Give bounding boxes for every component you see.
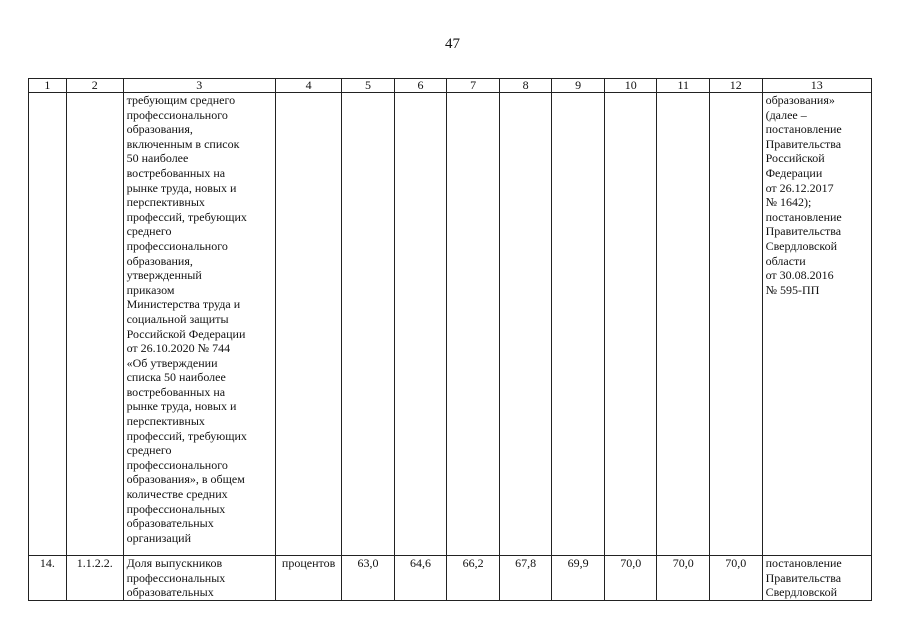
column-header: 4 [275, 79, 341, 93]
value-cell: 69,9 [552, 556, 605, 601]
value-cell [394, 93, 447, 556]
column-header: 7 [447, 79, 500, 93]
column-header: 1 [29, 79, 67, 93]
value-cell [604, 93, 657, 556]
code-cell [66, 93, 123, 556]
indicator-name-cell: требующим среднего профессионального образования, включенным в список 50 наиболее востребованных на рынке труда, новых и перспективных профессий, требующих среднего профессионального образования, утвержденный приказом Министерства труда и социальной защиты Российской Федерации от 26.10.2020 № 744 «Об утверждении списка 50 наиболее востребованных на рынке труда, новых и перспективных профессий, требующих среднего профессионального образования», в общем количестве средних профессиональных образовательных организаций [123, 93, 275, 556]
column-header: 9 [552, 79, 605, 93]
unit-cell [275, 93, 341, 556]
value-cell [552, 93, 605, 556]
column-header: 3 [123, 79, 275, 93]
value-cell [657, 93, 710, 556]
column-header: 13 [762, 79, 871, 93]
indicator-name-cell: Доля выпускников профессиональных образовательных [123, 556, 275, 601]
value-cell [499, 93, 552, 556]
indicators-table [28, 78, 872, 601]
value-cell: 70,0 [710, 556, 763, 601]
value-cell [710, 93, 763, 556]
column-number-row [29, 79, 872, 93]
column-header: 8 [499, 79, 552, 93]
row-number-cell: 14. [29, 556, 67, 601]
column-header: 10 [604, 79, 657, 93]
value-cell: 64,6 [394, 556, 447, 601]
column-header: 12 [710, 79, 763, 93]
row-number-cell [29, 93, 67, 556]
value-cell [447, 93, 500, 556]
value-cell: 66,2 [447, 556, 500, 601]
legal-basis-cell: образования» (далее – постановление Правительства Российской Федерации от 26.12.2017 № 1642); постановление Правительства Свердловской области от 30.08.2016 № 595-ПП [762, 93, 871, 556]
legal-basis-cell: постановление Правительства Свердловской [762, 556, 871, 601]
column-header: 11 [657, 79, 710, 93]
value-cell [342, 93, 395, 556]
table-row [29, 93, 872, 556]
code-cell: 1.1.2.2. [66, 556, 123, 601]
value-cell: 63,0 [342, 556, 395, 601]
table-row [29, 556, 872, 601]
column-header: 6 [394, 79, 447, 93]
value-cell: 67,8 [499, 556, 552, 601]
unit-cell: процентов [275, 556, 341, 601]
value-cell: 70,0 [604, 556, 657, 601]
column-header: 5 [342, 79, 395, 93]
column-header: 2 [66, 79, 123, 93]
page-number: 47 [445, 36, 460, 52]
value-cell: 70,0 [657, 556, 710, 601]
